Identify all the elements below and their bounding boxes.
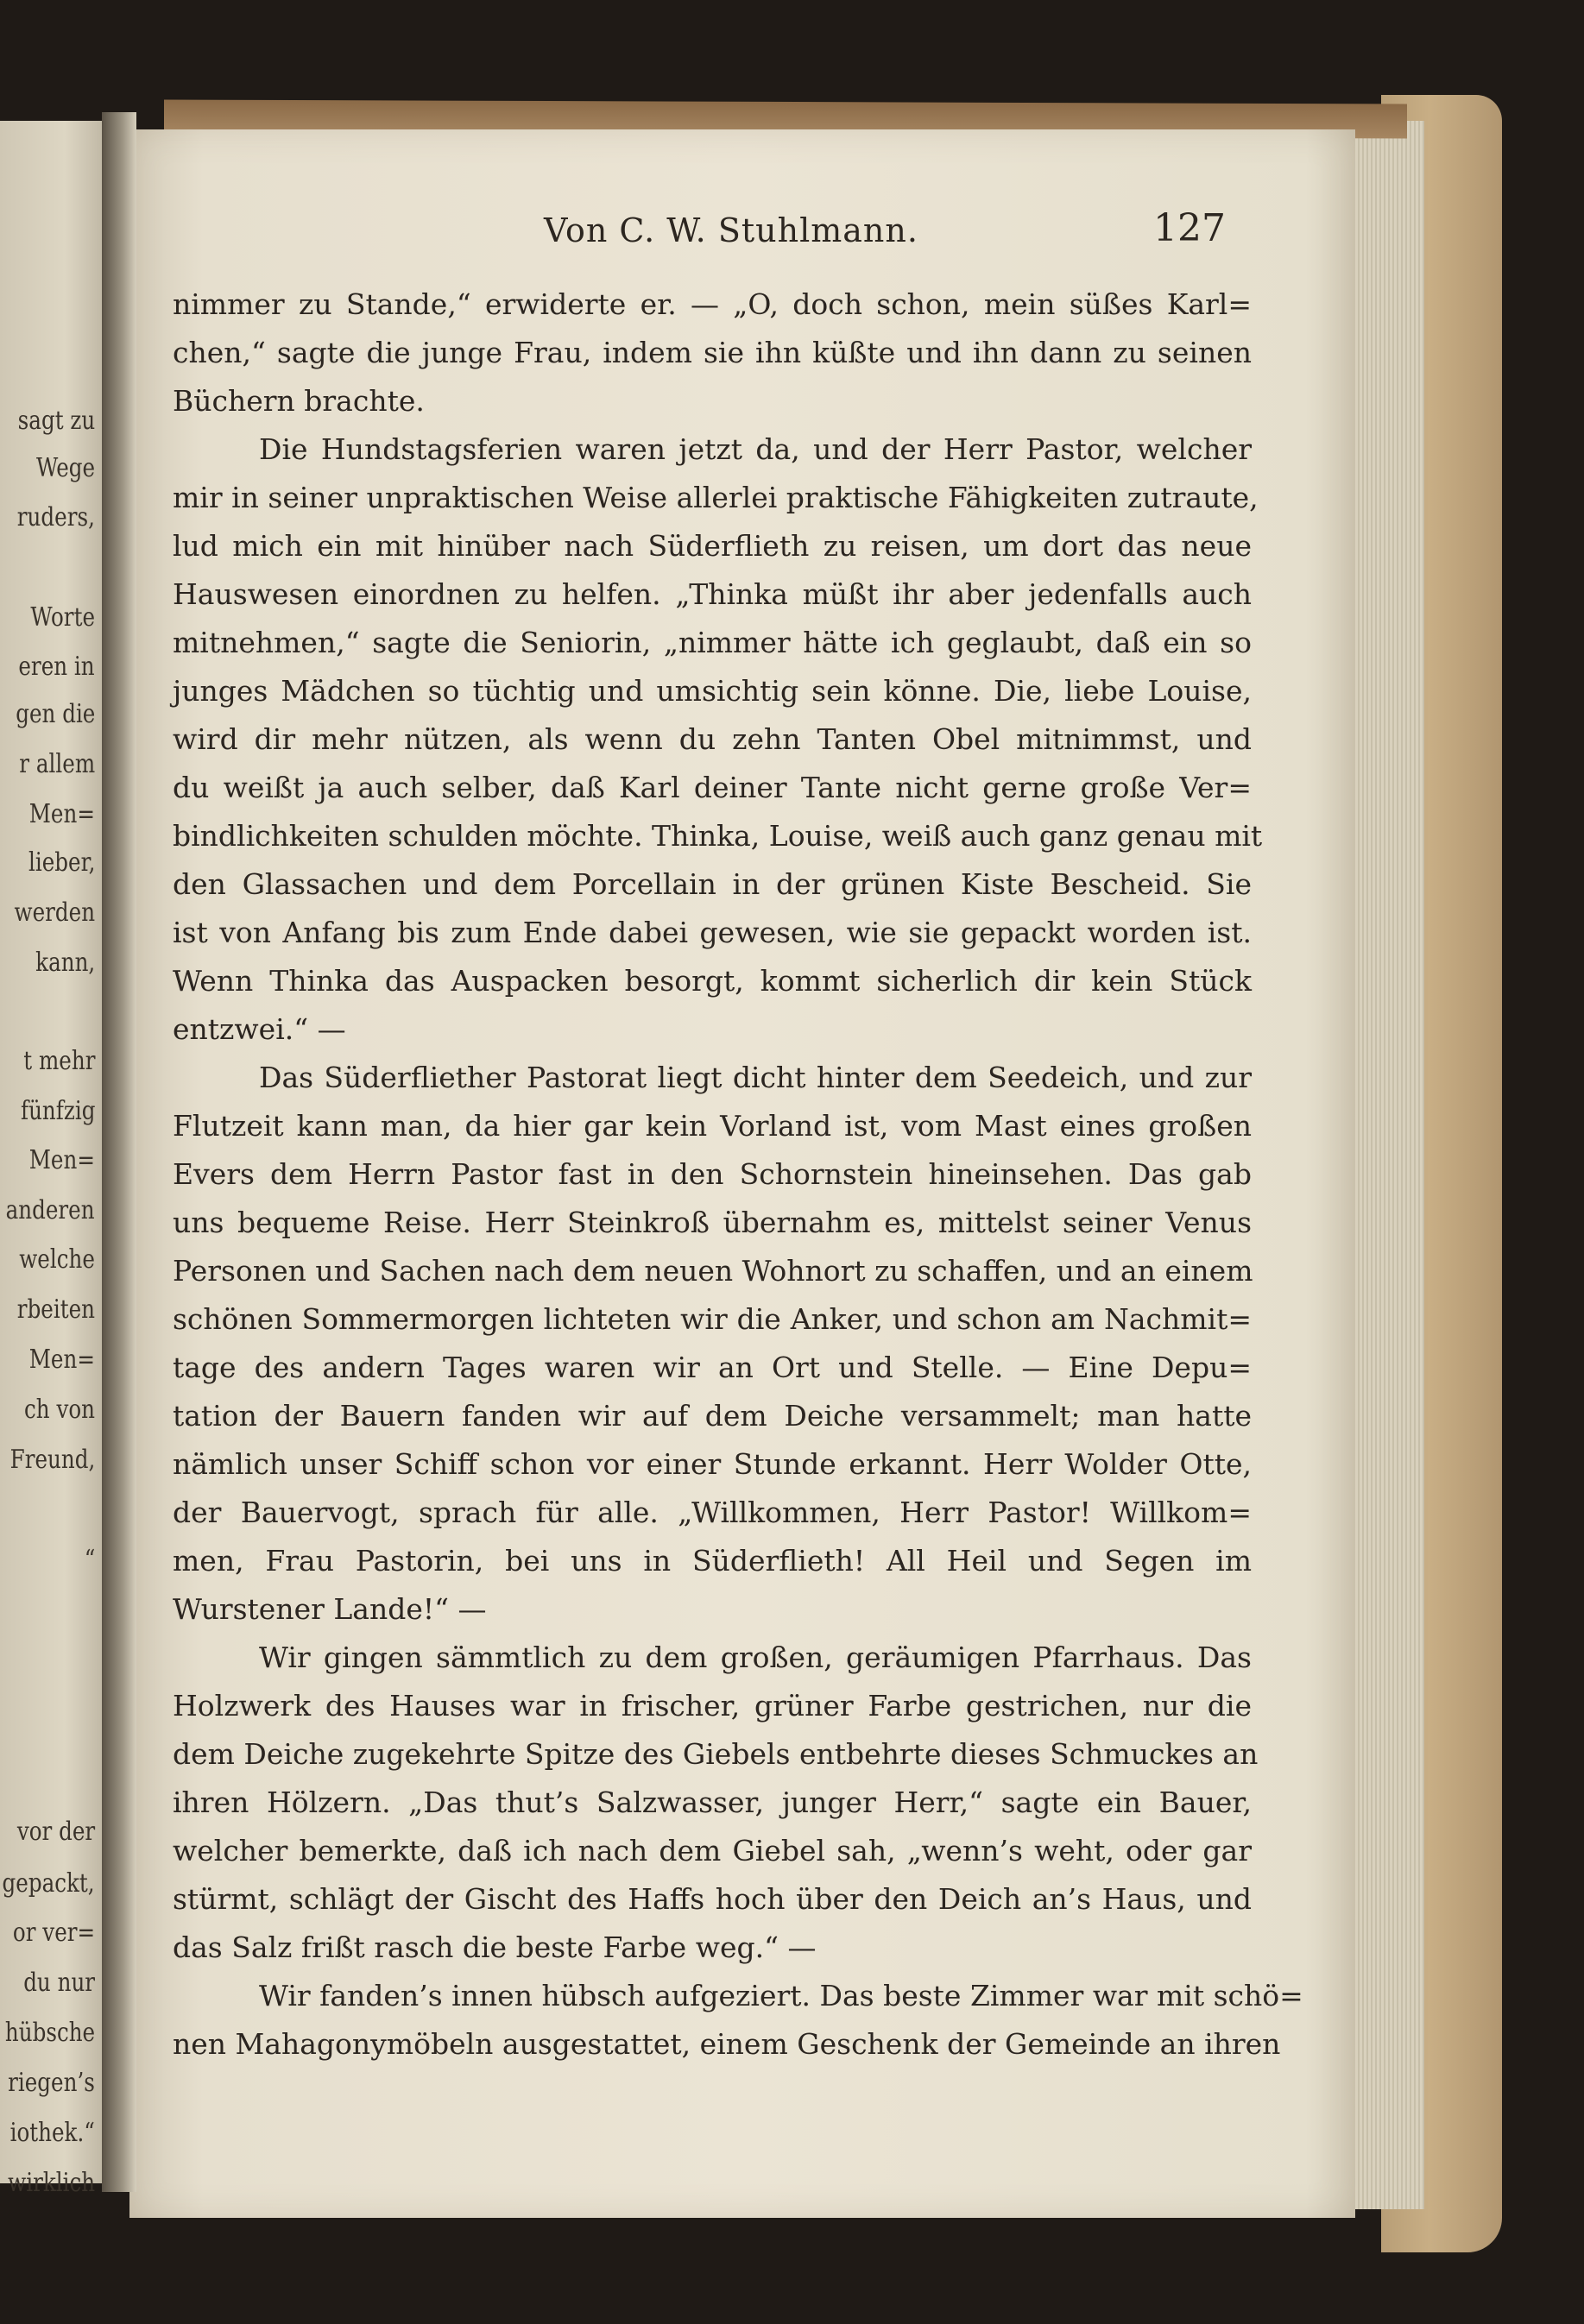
paragraph (173, 425, 1263, 1054)
text-line: tation der Bauern fanden wir auf dem Deiche versammelt; man hatte (173, 1399, 1252, 1433)
left-page-fragment: fünfzig (20, 1096, 95, 1126)
text-line: der Bauervogt, sprach für alle. „Willkommen, Herr Pastor! Willkom= (173, 1496, 1252, 1529)
text-line: mir in seiner unpraktischen Weise allerlei praktische Fähigkeiten zutraute, (173, 481, 1259, 514)
left-page-fragment: welche (19, 1244, 95, 1275)
text-line: junges Mädchen so tüchtig und umsichtig sein könne. Die, liebe Louise, (173, 674, 1252, 708)
left-page-fragment: hübsche (4, 2018, 95, 2048)
left-page-fragment: gepackt, (2, 1868, 95, 1899)
left-page-fragment: rbeiten (16, 1294, 95, 1325)
left-page-text-fragments (2, 406, 95, 2218)
paragraph (173, 1054, 1252, 1634)
text-line: chen,“ sagte die junge Frau, indem sie ihn küßte und ihn dann zu seinen (173, 336, 1252, 369)
text-line: dem Deiche zugekehrte Spitze des Giebels entbehrte dieses Schmuckes an (173, 1737, 1259, 1771)
left-page-fragment: Worte (30, 602, 95, 633)
left-page-fragment: iothek.“ (9, 2118, 95, 2148)
text-line: Büchern brachte. (173, 384, 425, 418)
text-line: welcher bemerkte, daß ich nach dem Giebel sah, „wenn’s weht, oder gar (173, 1834, 1252, 1867)
text-line: du weißt ja auch selber, daß Karl deiner Tante nicht gerne große Ver= (173, 771, 1252, 804)
running-head-title: Von C. W. Stuhlmann. (544, 211, 918, 249)
left-page-fragment: Men= (28, 1345, 95, 1375)
left-page-fragment: sagt zu (17, 406, 95, 436)
left-page-fragment: eren in (18, 652, 95, 682)
text-line: Wenn Thinka das Auspacken besorgt, kommt sicherlich dir kein Stück (173, 964, 1252, 998)
left-facing-page (0, 121, 108, 2198)
text-line: nimmer zu Stande,“ erwiderte er. — „O, doch schon, mein süßes Karl= (173, 287, 1252, 321)
body-text (173, 280, 1303, 2069)
left-page-fragment: riegen’s (8, 2068, 95, 2098)
text-line: bindlichkeiten schulden möchte. Thinka, Louise, weiß auch ganz genau mit (173, 819, 1263, 853)
text-line: Wurstener Lande!“ — (173, 1592, 487, 1626)
text-line: Evers dem Herrn Pastor fast in den Schornstein hineinsehen. Das gab (173, 1157, 1252, 1191)
left-page-fragment: or ver= (12, 1918, 95, 1948)
text-line: uns bequeme Reise. Herr Steinkroß übernahm es, mittelst seiner Venus (173, 1206, 1252, 1239)
left-page-fragment: vor der (16, 1817, 95, 1847)
page-number: 127 (1153, 206, 1226, 250)
left-page-fragment: Freund, (9, 1445, 95, 1475)
text-line: nämlich unser Schiff schon vor einer Stunde erkannt. Herr Wolder Otte, (173, 1447, 1252, 1481)
text-line: stürmt, schlägt der Gischt des Haffs hoch über den Deich an’s Haus, und (173, 1882, 1252, 1916)
text-line: Das Süderfliether Pastorat liegt dicht hinter dem Seedeich, und zur (259, 1061, 1252, 1094)
left-page-fragment: du nur (23, 1968, 95, 1998)
text-line: ist von Anfang bis zum Ende dabei gewesen, wie sie gepackt worden ist. (173, 916, 1252, 949)
text-line: Hauswesen einordnen zu helfen. „Thinka müßt ihr aber jedenfalls auch (173, 577, 1252, 611)
text-line: den Glassachen und dem Porcellain in der grünen Kiste Bescheid. Sie (173, 867, 1252, 901)
text-line: tage des andern Tages waren wir an Ort und Stelle. — Eine Depu= (173, 1351, 1252, 1384)
left-page-fragment: werden (14, 897, 95, 928)
text-line: lud mich ein mit hinüber nach Süderflieth zu reisen, um dort das neue (173, 529, 1252, 563)
text-line: schönen Sommermorgen lichteten wir die Anker, und schon am Nachmit= (173, 1302, 1252, 1336)
text-line: mitnehmen,“ sagte die Seniorin, „nimmer hätte ich geglaubt, daß ein so (173, 626, 1252, 659)
text-line: das Salz frißt rasch die beste Farbe weg.“ — (173, 1930, 817, 1964)
paragraph (173, 1634, 1259, 1972)
text-line: men, Frau Pastorin, bei uns in Süderflieth! All Heil und Segen im (173, 1544, 1252, 1578)
left-page-fragment: “ (84, 1545, 95, 1575)
left-page-fragment: wirklich (8, 2168, 95, 2198)
left-page-fragment: ruders, (16, 502, 95, 532)
left-page-fragment: lieber, (28, 847, 95, 878)
text-line: Flutzeit kann man, da hier gar kein Vorland ist, vom Mast eines großen (173, 1109, 1252, 1143)
left-page-fragment: gen die (15, 699, 95, 729)
text-line: wird dir mehr nützen, als wenn du zehn Tanten Obel mitnimmst, und (173, 722, 1252, 756)
text-line: ihren Hölzern. „Das thut’s Salzwasser, junger Herr,“ sagte ein Bauer, (173, 1786, 1252, 1819)
text-line: Personen und Sachen nach dem neuen Wohnort zu schaffen, und an einem (173, 1254, 1253, 1288)
text-line: Die Hundstagsferien waren jetzt da, und der Herr Pastor, welcher (259, 432, 1252, 466)
paragraph (173, 280, 1252, 425)
paragraph (173, 1972, 1303, 2069)
left-page-fragment: t mehr (22, 1046, 95, 1076)
left-page-fragment: r allem (19, 749, 95, 779)
left-page-fragment: kann, (35, 948, 95, 978)
text-line: Holzwerk des Hauses war in frischer, grüner Farbe gestrichen, nur die (173, 1689, 1252, 1723)
left-page-fragment: Men= (28, 1145, 95, 1175)
text-line: Wir gingen sämmtlich zu dem großen, geräumigen Pfarrhaus. Das (259, 1641, 1252, 1674)
text-line: Wir fanden’s innen hübsch aufgeziert. Das beste Zimmer war mit schö= (259, 1979, 1303, 2012)
left-page-fragment: ch von (24, 1395, 95, 1425)
text-line: entzwei.“ — (173, 1012, 346, 1046)
left-page-fragment: Wege (35, 453, 95, 483)
left-page-fragment: anderen (6, 1195, 95, 1225)
book-gutter (102, 112, 136, 2192)
running-head (509, 206, 1252, 263)
text-line: nen Mahagonymöbeln ausgestattet, einem Geschenk der Gemeinde an ihren (173, 2027, 1281, 2061)
left-page-fragment: Men= (28, 799, 95, 829)
